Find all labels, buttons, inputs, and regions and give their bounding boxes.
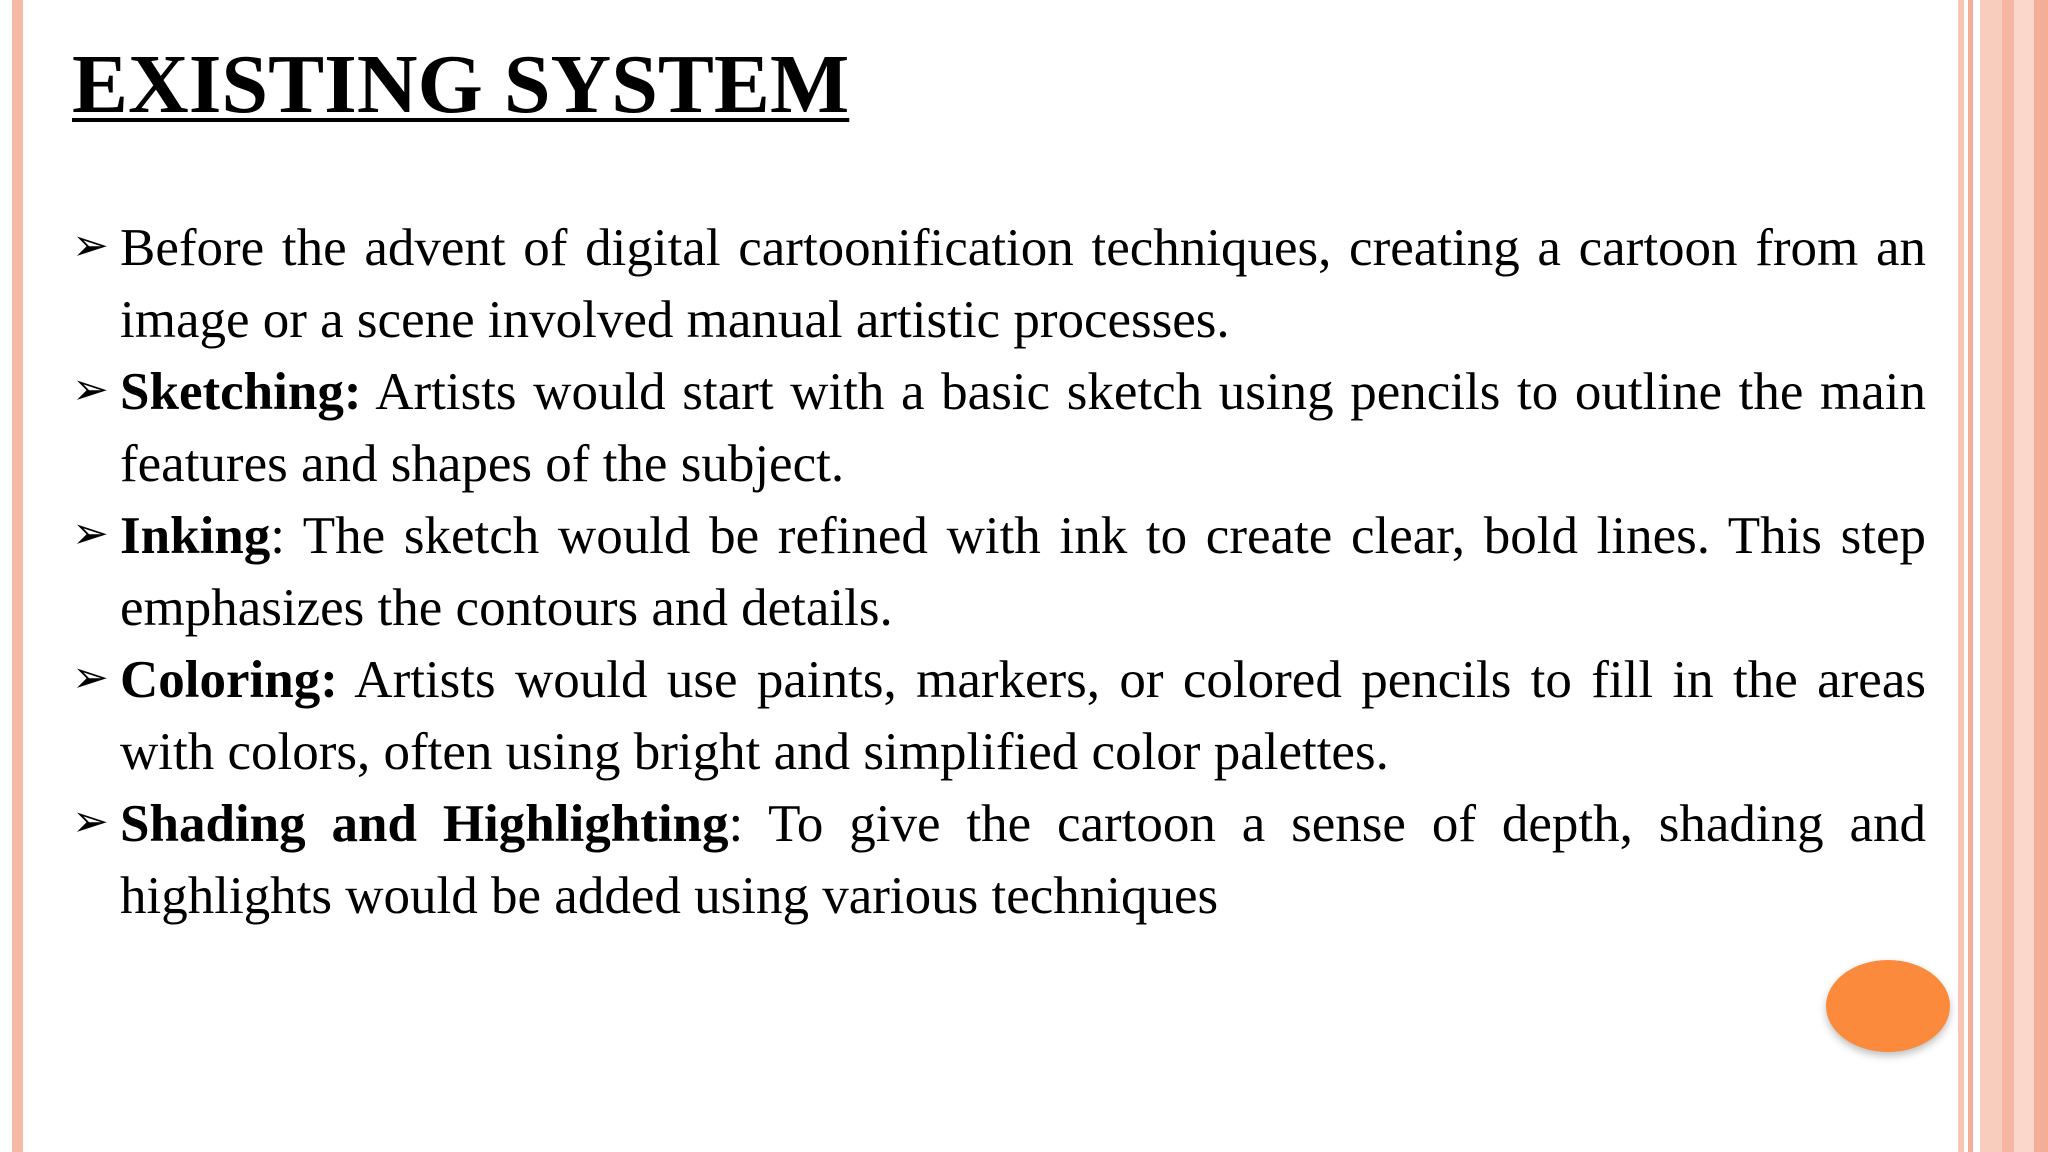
stripe xyxy=(2002,0,2014,1152)
bullet-term: Inking xyxy=(120,507,271,565)
arrowhead-bullet-icon: ➢ xyxy=(72,220,109,271)
bullet-separator: : xyxy=(270,507,286,565)
bullet-item xyxy=(72,500,1926,644)
arrowhead-bullet-icon: ➢ xyxy=(72,364,109,415)
stripe xyxy=(1968,0,1973,1152)
stripe xyxy=(2014,0,2034,1152)
bullet-item xyxy=(72,212,1926,356)
bullet-list xyxy=(72,212,1926,932)
bullet-text: Before the advent of digital cartoonification techniques, creating a cartoon from an image or a scene involved manual artistic processes. xyxy=(120,219,1926,349)
bullet-text: To give the cartoon a sense of depth, shading and highlights would be added using various techniques xyxy=(120,795,1926,925)
bullet-item xyxy=(72,356,1926,500)
left-border xyxy=(12,0,23,1152)
bullet-term: Coloring: xyxy=(120,651,338,709)
orange-circle-decoration xyxy=(1826,960,1950,1052)
bullet-term: Shading and Highlighting xyxy=(120,795,729,853)
bullet-item xyxy=(72,644,1926,788)
right-decorative-stripes xyxy=(1958,0,2048,1152)
arrowhead-bullet-icon: ➢ xyxy=(72,652,109,703)
stripe xyxy=(1958,0,1964,1152)
bullet-text: Artists would start with a basic sketch using pencils to outline the main features and shapes of the subject. xyxy=(120,363,1926,493)
bullet-text: Artists would use paints, markers, or colored pencils to fill in the areas with colors, often using bright and simplified color palettes. xyxy=(120,651,1926,781)
bullet-text: The sketch would be refined with ink to create clear, bold lines. This step emphasizes the contours and details. xyxy=(120,507,1926,637)
arrowhead-bullet-icon: ➢ xyxy=(72,508,109,559)
stripe xyxy=(1980,0,2002,1152)
bullet-separator: : xyxy=(728,795,744,853)
slide-title: EXISTING SYSTEM xyxy=(72,38,850,131)
bullet-item xyxy=(72,788,1926,932)
arrowhead-bullet-icon: ➢ xyxy=(72,796,109,847)
bullet-term: Sketching: xyxy=(120,363,362,421)
stripe xyxy=(2034,0,2048,1152)
